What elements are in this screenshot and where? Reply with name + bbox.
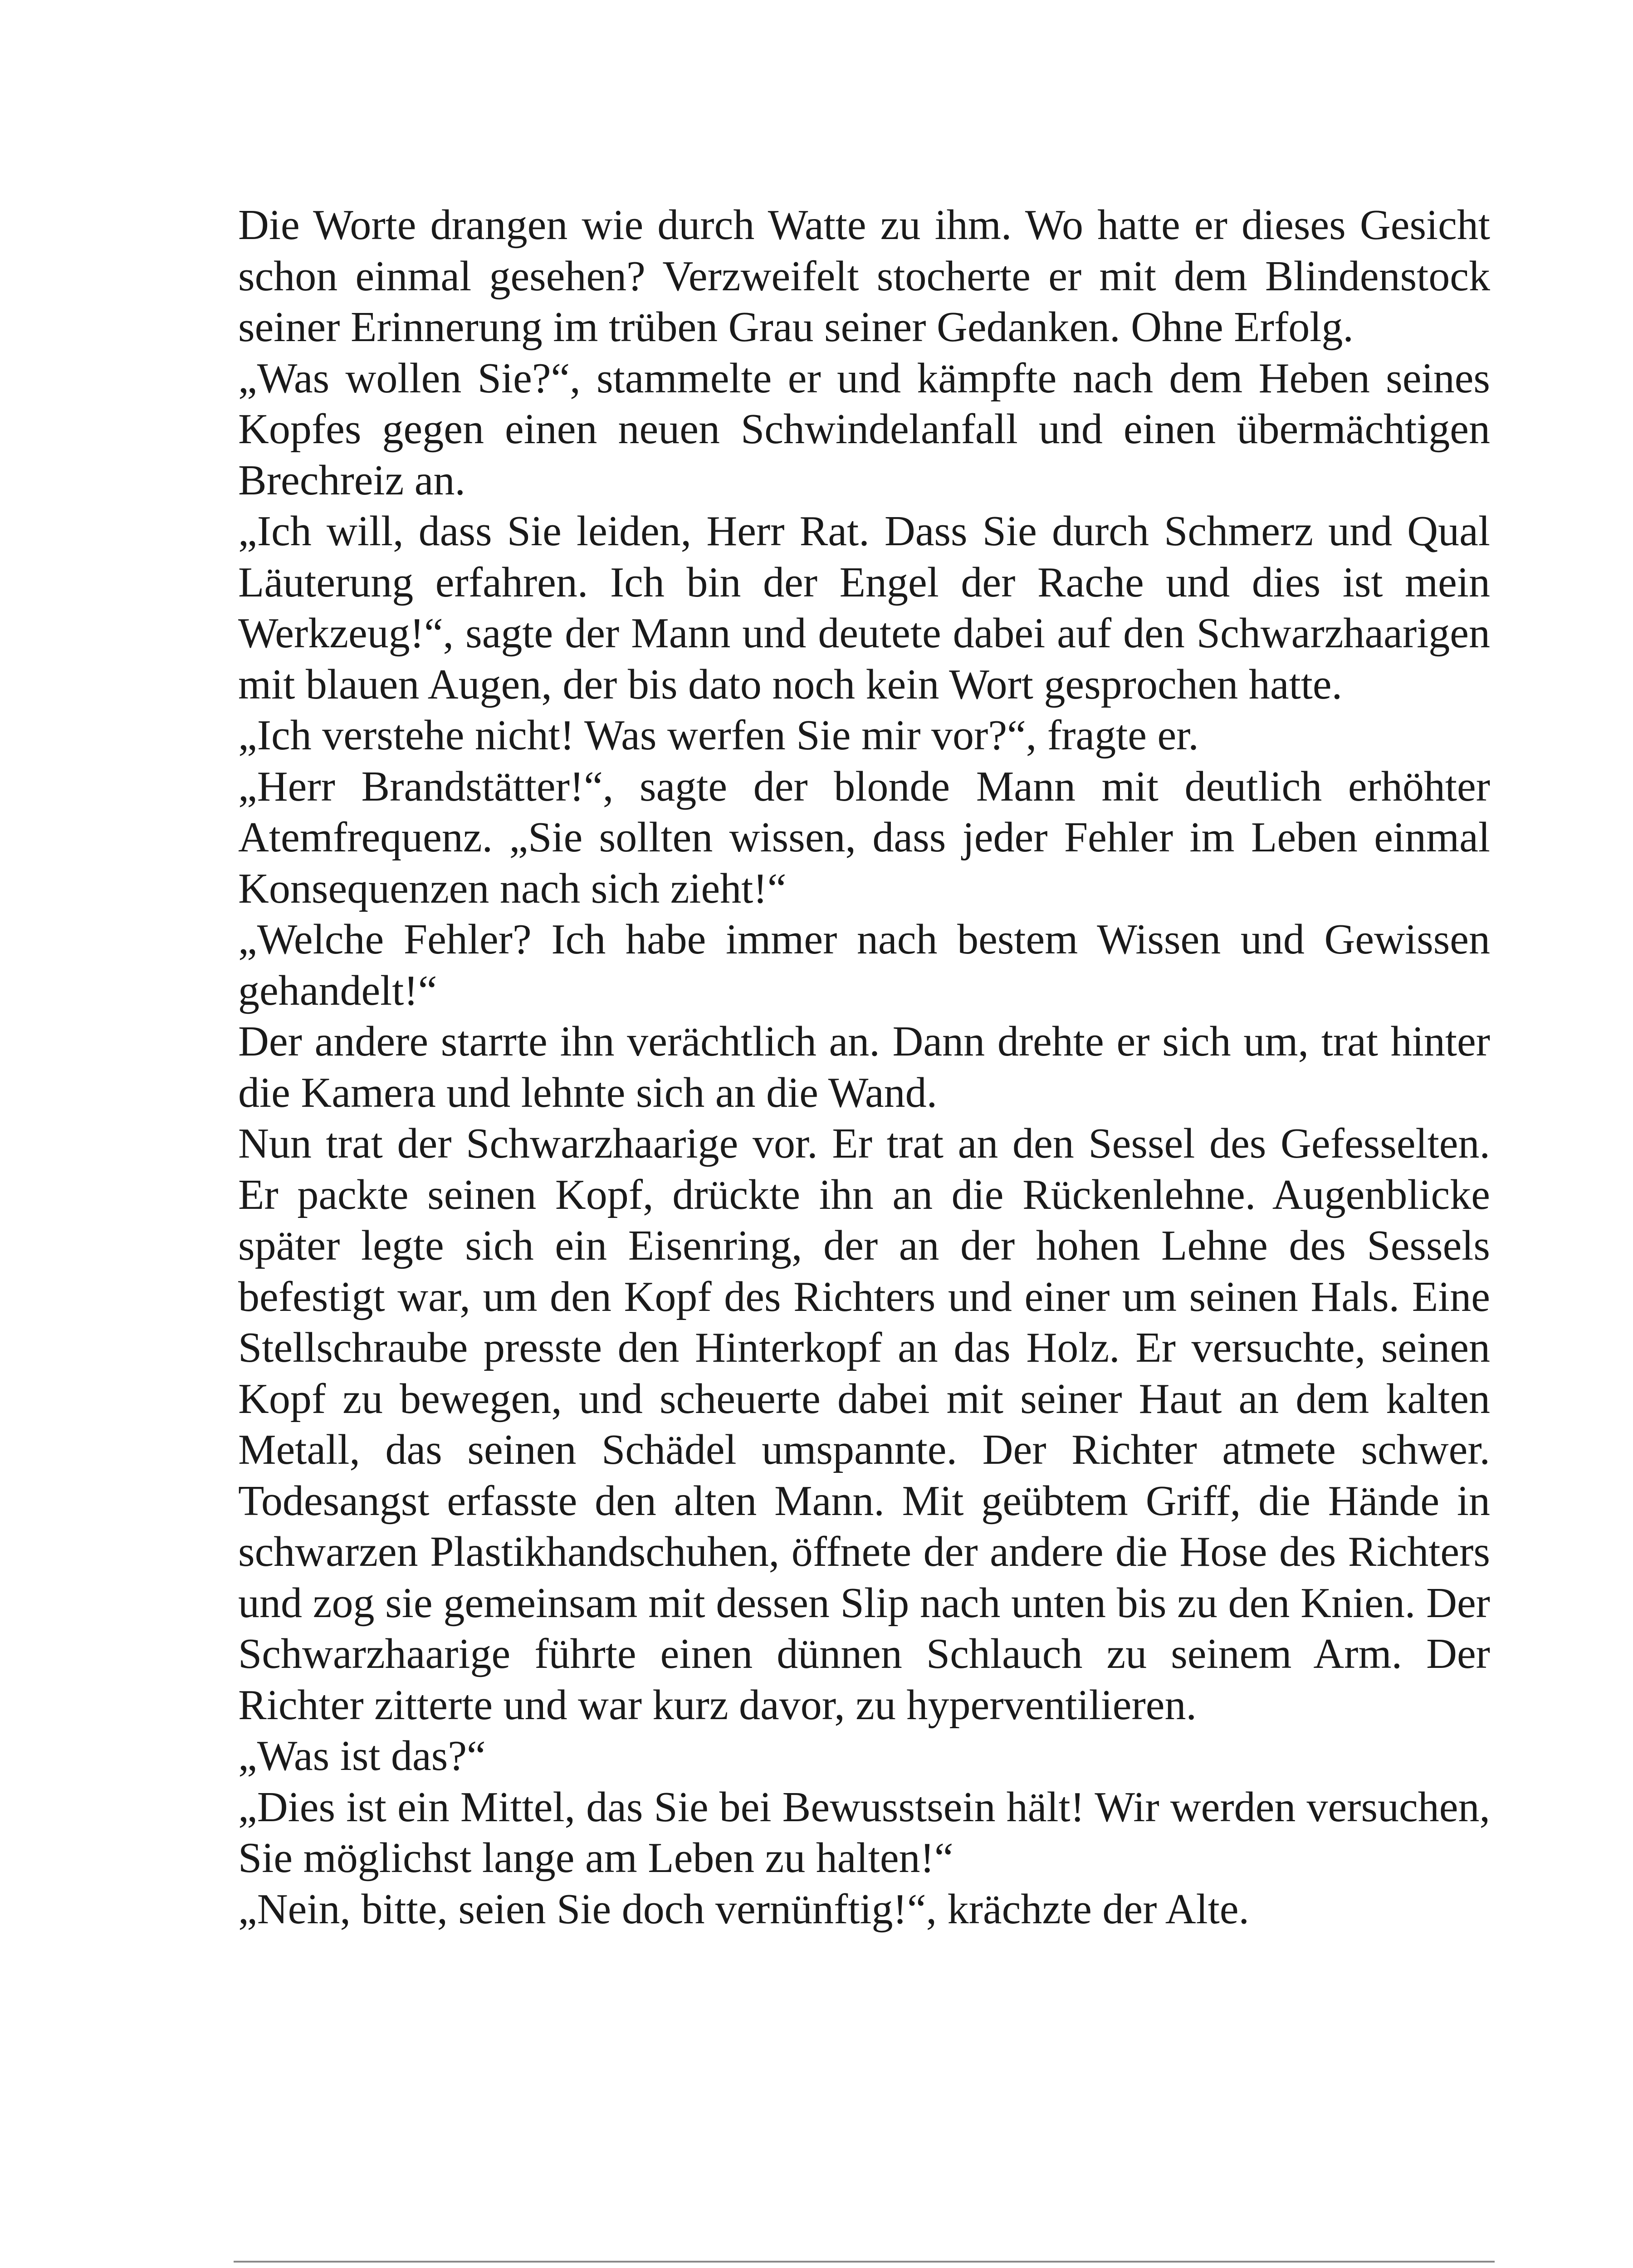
paragraph-9: „Was ist das?“ — [238, 1732, 486, 1779]
paragraph-6: „Welche Fehler? Ich habe immer nach bestem Wissen und Gewissen gehandelt!“ — [238, 916, 1490, 1014]
paragraph-11: „Nein, bitte, seien Sie doch vernünftig!“, krächzte der Alte. — [238, 1885, 1250, 1933]
paragraph-8: Nun trat der Schwarzhaarige vor. Er trat an den Sessel des Gefesselten. Er packte seinen Kopf, drückte ihn an die Rückenlehne. Augenblicke später legte sich ein Eisenring, der an der hohen Lehne des Sessels befestigt war, um den Kopf des Richters und einer um seinen Hals. Eine Stellschraube presste den Hinterkopf an das Holz. Er versuchte, seinen Kopf zu bewegen, und scheuerte dabei mit seiner Haut an dem kalten Metall, das seinen Schädel umspannte. Der Richter atmete schwer. Todesangst erfasste den alten Mann. Mit geübtem Griff, die Hände in schwarzen Plastikhandschuhen, öffnete der andere die Hose des Richters und zog sie gemeinsam mit dessen Slip nach unten bis zu den Knien. Der Schwarzhaarige führte einen dünnen Schlauch zu seinem Arm. Der Richter zitterte und war kurz davor, zu hyperventilieren. — [238, 1120, 1490, 1729]
paragraph-5: „Herr Brandstätter!“, sagte der blonde Mann mit deutlich erhöhter Atemfrequenz. „Sie sollten wissen, dass jeder Fehler im Leben einmal Konsequenzen nach sich zieht!“ — [238, 763, 1490, 912]
paragraph-10: „Dies ist ein Mittel, das Sie bei Bewusstsein hält! Wir werden versuchen, Sie möglichst lange am Leben zu halten!“ — [238, 1783, 1490, 1882]
footer-divider — [234, 2261, 1495, 2263]
paragraph-4: „Ich verstehe nicht! Was werfen Sie mir vor?“, fragte er. — [238, 712, 1199, 759]
paragraph-7: Der andere starrte ihn verächtlich an. Dann drehte er sich um, trat hinter die Kamera und lehnte sich an die Wand. — [238, 1018, 1490, 1116]
paragraph-3: „Ich will, dass Sie leiden, Herr Rat. Dass Sie durch Schmerz und Qual Läuterung erfahren. Ich bin der Engel der Rache und dies ist mein Werkzeug!“, sagte der Mann und deutete dabei auf den Schwarzhaarigen mit blauen Augen, der bis dato noch kein Wort gesprochen hatte. — [238, 508, 1490, 708]
paragraph-1: Die Worte drangen wie durch Watte zu ihm. Wo hatte er dieses Gesicht schon einmal gesehen? Verzweifelt stocherte er mit dem Blindenstock seiner Erinnerung im trüben Grau seiner Gedanken. Ohne Erfolg. — [238, 201, 1490, 351]
paragraph-2: „Was wollen Sie?“, stammelte er und kämpfte nach dem Heben seines Kopfes gegen einen neuen Schwindelanfall und einen übermächtigen Brechreiz an. — [238, 354, 1490, 504]
body-text — [238, 200, 1490, 1935]
